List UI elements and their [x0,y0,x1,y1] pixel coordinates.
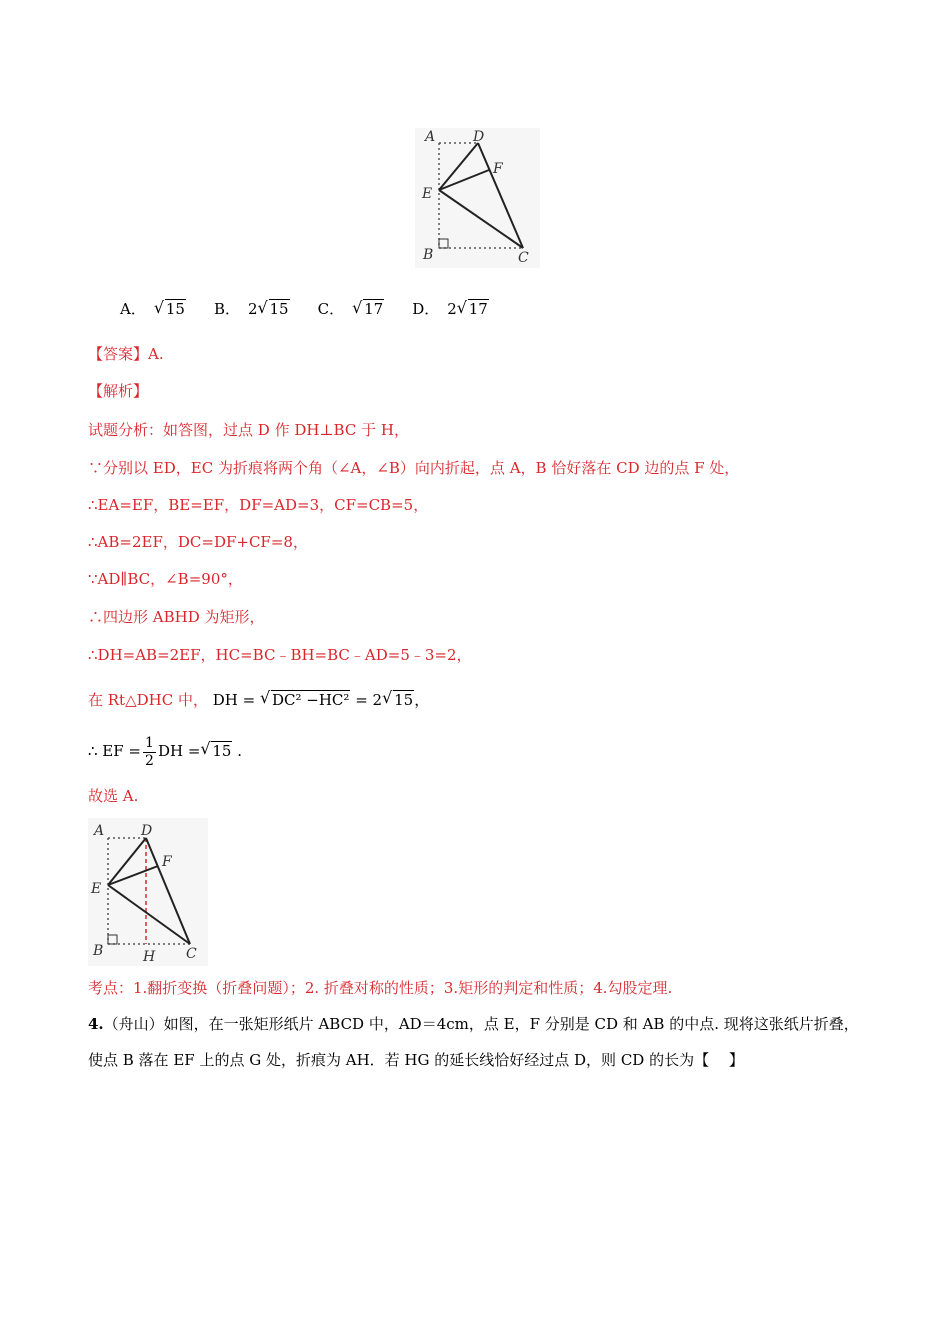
analysis-heading: 【解析】 [88,382,149,400]
fig2-label-C: C [186,946,197,962]
option-b-radicand: 15 [269,300,289,318]
fig1-label-E: E [422,186,433,202]
figure-2-geometry [88,818,208,966]
choose-line: 故选 A. [88,787,139,805]
answer-options [120,298,489,319]
ef-radicand: 15 [212,742,232,760]
fig2-label-A: A [94,823,105,839]
answer-line: 【答案】A. [88,345,164,363]
rt-rhs: = 2 [355,691,383,709]
fig1-label-A: A [425,129,436,145]
fig2-label-D: D [141,823,153,839]
option-b-coef: 2 [247,300,258,318]
ef-mid: DH = [157,742,201,760]
rt-radicand: DC² −HC² [272,691,350,709]
ef-prefix: ∴ EF = [88,742,142,760]
option-a-letter: A． [120,300,146,318]
rt-prefix: 在 Rt△DHC 中， [88,691,208,709]
analysis-line-6: ∴四边形 ABHD 为矩形， [88,608,265,626]
option-d-coef: 2 [447,300,457,318]
fig2-label-H: H [143,949,156,965]
option-b-letter: B． [213,300,240,318]
option-c-letter: C． [317,300,345,318]
analysis-line-5: ∵AD∥BC，∠B=90°， [88,570,243,588]
rt-triangle-line: 在 Rt△DHC 中， DH = √ DC² −HC² = 2√ 15， [88,690,429,710]
option-d [412,298,489,319]
analysis-line-2: ∵分别以 ED，EC 为折痕将两个角（∠A，∠B）向内折起，点 A，B 恰好落在 CD 边的点 F 处， [88,459,740,477]
question-4-line-1: 4.（舟山）如图，在一张矩形纸片 ABCD 中，AD＝4cm，点 E，F 分别是 CD 和 AB 的中点. 现将这张纸片折叠， [88,1015,859,1033]
fig2-label-F: F [162,854,172,870]
analysis-line-4: ∴AB=2EF，DC=DF+CF=8， [88,533,308,551]
kaodian-line: 考点：1.翻折变换（折叠问题）；2. 折叠对称的性质；3.矩形的判定和性质；4.勾股定理. [88,979,673,997]
analysis-line-7: ∴DH=AB=2EF，HC=BC﹣BH=BC﹣AD=5﹣3=2， [88,646,472,664]
figure-1-geometry [415,128,540,268]
option-a [120,298,186,319]
question-4-line-2: 使点 B 落在 EF 上的点 G 处，折痕为 AH．若 HG 的延长线恰好经过点 D，则 CD 的长为【 】 [88,1051,744,1069]
fig2-label-B: B [93,943,104,959]
option-b [214,298,290,319]
fig1-label-B: B [423,247,434,263]
fig1-label-F: F [493,161,503,177]
option-d-radicand: 17 [468,300,488,318]
ef-line: ∴ EF = $\frac{1}{2}$ DH =√ 15 . [88,732,242,770]
fraction-half: $\frac{1}{2}$ [145,734,154,769]
analysis-line-1: 试题分析：如答图，过点 D 作 DH⊥BC 于 H， [88,421,409,439]
option-c [318,298,385,319]
question-4-number: 4. [88,1015,104,1033]
option-d-letter: D． [412,300,440,318]
fig1-label-D: D [473,129,485,145]
option-a-radicand: 15 [165,300,185,318]
fig2-label-E: E [91,881,102,897]
rt-rhs-radicand: 15 [394,691,414,709]
option-c-radicand: 17 [364,300,384,318]
analysis-line-3: ∴EA=EF，BE=EF，DF=AD=3，CF=CB=5， [88,496,429,514]
fig1-label-C: C [518,250,529,266]
rt-lhs: DH = [212,691,256,709]
